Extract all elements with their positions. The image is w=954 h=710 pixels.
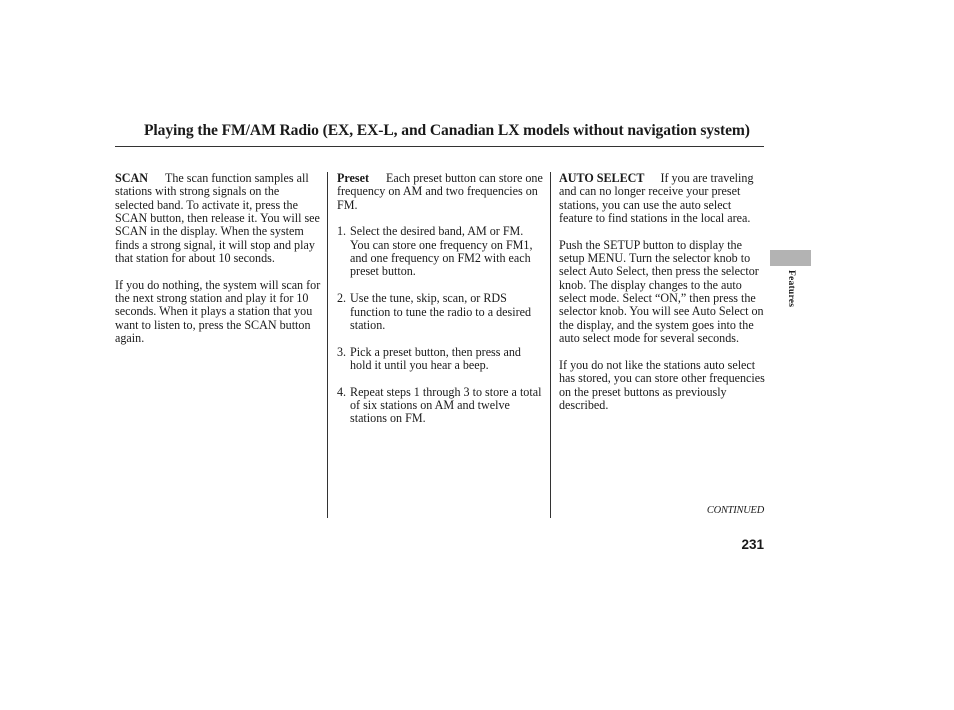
section-tab	[770, 250, 811, 266]
scan-paragraph-1	[115, 172, 321, 265]
preset-intro	[337, 172, 545, 212]
title-rule	[115, 146, 764, 147]
preset-step	[337, 225, 545, 278]
page-title: Playing the FM/AM Radio (EX, EX-L, and Canadian LX models without navigation system)	[144, 122, 750, 139]
auto-select-intro-text: If you are traveling and can no longer receive your preset stations, you can use the auto select feature to find stations in the local area.	[559, 171, 754, 226]
page-number: 231	[741, 537, 764, 552]
auto-select-paragraph-2: Push the SETUP button to display the setup MENU. Turn the selector knob to select Auto Select, then press the selector knob. The display changes to the auto select mode. Select “ON,” then press the selector knob. You will see Auto Select on the display, and the system goes into the auto select mode for several seconds.	[559, 237, 764, 346]
section-label: Features	[786, 270, 797, 308]
column-divider-2	[550, 172, 551, 518]
scan-heading: SCAN	[115, 171, 148, 185]
auto-select-paragraph-3: If you do not like the stations auto select has stored, you can store other frequencies on the preset buttons as previously described.	[559, 357, 765, 412]
step-number: 4.	[337, 384, 347, 399]
auto-select-heading: AUTO SELECT	[559, 171, 645, 185]
preset-intro-text: Each preset button can store one frequency on AM and two frequencies on FM.	[337, 171, 543, 212]
step-number: 1.	[337, 224, 347, 239]
preset-step	[337, 346, 545, 373]
scan-paragraph-2: If you do nothing, the system will scan for the next strong station and play it for 10 seconds. When it plays a station that you want to listen to, press the SCAN button again.	[115, 277, 321, 346]
step-number: 3.	[337, 344, 347, 359]
scan-column	[115, 172, 321, 359]
step-text: Use the tune, skip, scan, or RDS function to tune the radio to a desired station.	[350, 291, 532, 332]
step-number: 2.	[337, 291, 347, 306]
preset-steps-list	[337, 225, 545, 425]
auto-select-column	[559, 172, 765, 426]
preset-heading: Preset	[337, 171, 370, 185]
column-divider-1	[327, 172, 328, 518]
preset-step	[337, 386, 545, 426]
preset-step	[337, 292, 545, 332]
preset-column	[337, 172, 545, 439]
auto-select-intro	[559, 172, 765, 225]
step-text: Select the desired band, AM or FM. You can store one frequency on FM1, and one frequency on FM2 with each preset button.	[350, 224, 533, 279]
continued-label: CONTINUED	[706, 505, 764, 516]
step-text: Repeat steps 1 through 3 to store a total of six stations on AM and twelve stations on FM.	[350, 384, 542, 426]
scan-text-1: The scan function samples all stations with strong signals on the selected band. To activate it, press the SCAN button, then release it. You will see SCAN in the display. When the system finds a strong signal, it will stop and play that station for about 10 seconds.	[115, 171, 320, 266]
step-text: Pick a preset button, then press and hold it until you hear a beep.	[350, 344, 521, 372]
